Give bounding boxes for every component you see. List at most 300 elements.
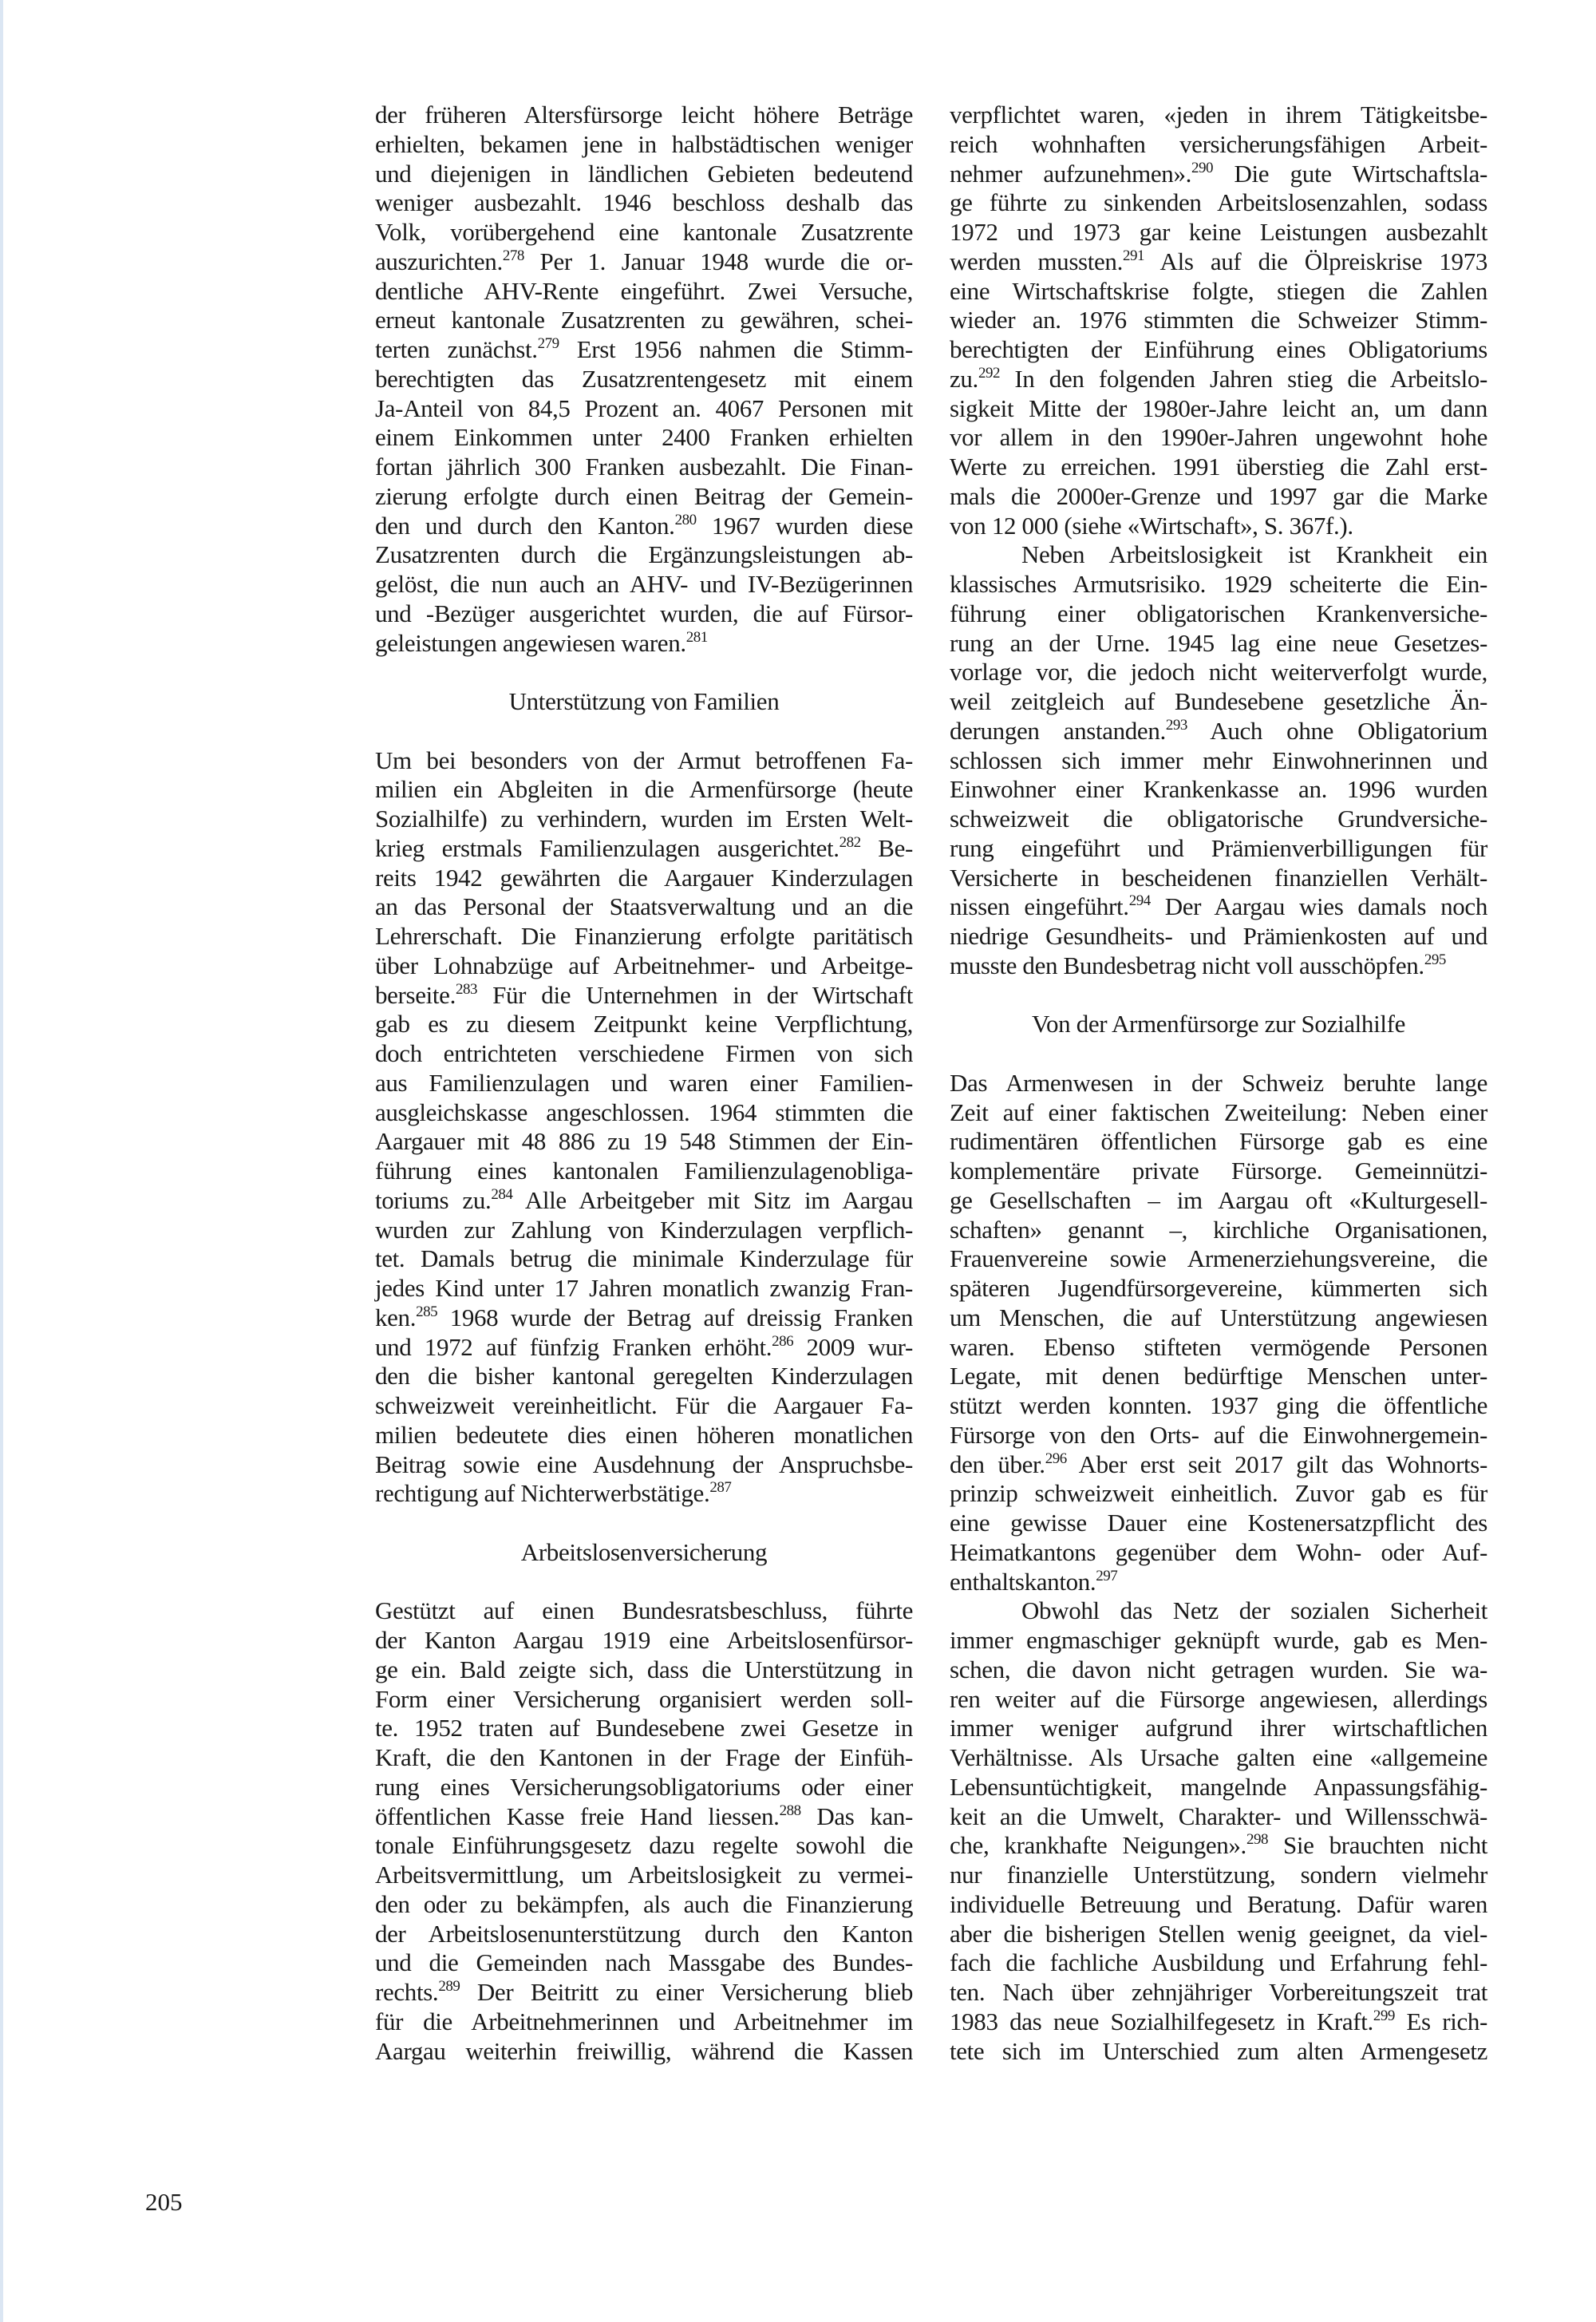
line-text: schweizweit vereinheitlicht. Für die Aargauer Fa-: [375, 1391, 913, 1419]
text-line: [950, 1861, 1487, 1890]
page-edge-line: [0, 0, 3, 2322]
line-text: der Arbeitslosenunterstützung durch den Kanton: [375, 1919, 913, 1948]
text-line: [375, 1655, 913, 1685]
text-line: [375, 1596, 913, 1626]
text-line: [375, 482, 913, 512]
line-text: prinzip schweizweit einheitlich. Zuvor gab es für: [950, 1479, 1487, 1508]
footnote-reference[interactable]: 293: [1165, 716, 1187, 734]
line-text: stützt werden konnten. 1937 ging die öffentliche: [950, 1391, 1487, 1419]
text-line: [375, 101, 913, 130]
line-text: den oder zu bekämpfen, als auch die Finanzierung: [375, 1889, 913, 1918]
text-line: [375, 540, 913, 570]
text-line: [375, 1127, 913, 1157]
line-text: Sie brauchten nicht: [1267, 1831, 1488, 1860]
text-line: [950, 1098, 1487, 1128]
text-line: [950, 306, 1487, 335]
blank-line: [375, 717, 913, 746]
line-text: Versicherte in bescheidenen finanziellen Verhält-: [950, 863, 1487, 892]
line-text: Frauenvereine sowie Armenerziehungsvereine, die: [950, 1244, 1487, 1273]
text-line: [375, 599, 913, 629]
text-line: [950, 1479, 1487, 1509]
text-line: [375, 512, 913, 541]
line-text: mals die 2000er-Grenze und 1997 gar die Marke: [950, 481, 1487, 510]
text-line: [375, 335, 913, 365]
line-text: Volk, vorübergehend eine kantonale Zusatzrente: [375, 218, 913, 246]
text-line: [375, 1831, 913, 1861]
line-text: enthaltskanton.: [950, 1567, 1096, 1596]
line-text: musste den Bundesbetrag nicht voll ausschöpfen.: [950, 951, 1424, 979]
line-text: der Kanton Aargau 1919 eine Arbeitslosenfürsor-: [375, 1626, 913, 1654]
line-text: rechtigung auf Nichterwerbstätige.: [375, 1479, 710, 1508]
text-line: [950, 570, 1487, 599]
line-text: keit an die Umwelt, Charakter- und Willensschwä-: [950, 1802, 1487, 1830]
line-text: milien ein Abgleiten in die Armenfürsorge (heute: [375, 775, 913, 804]
footnote-reference[interactable]: 279: [537, 335, 559, 352]
line-text: Die gute Wirtschaftsla-: [1213, 159, 1487, 188]
text-line: [375, 1098, 913, 1128]
line-text: Beitrag sowie eine Ausdehnung der Anspruchsbe-: [375, 1450, 913, 1478]
line-text: schweizweit die obligatorische Grundversiche-: [950, 805, 1487, 833]
text-line: [950, 1596, 1487, 1626]
text-line: [375, 188, 913, 218]
line-text: berseite.: [375, 980, 456, 1009]
text-line: [375, 1450, 913, 1480]
line-text: terten zunächst.: [375, 335, 538, 363]
line-text: nissen eingeführt.: [950, 892, 1129, 921]
line-text: Lehrerschaft. Die Finanzierung erfolgte paritätisch: [375, 922, 913, 950]
line-text: tete sich im Unterschied zum alten Armengesetz: [950, 2036, 1487, 2065]
line-text: berechtigten der Einführung eines Obligatoriums: [950, 335, 1487, 363]
left-text-column: [375, 101, 913, 2066]
line-text: Lebensuntüchtigkeit, mangelnde Anpassungsfähig-: [950, 1772, 1487, 1801]
text-line: [950, 1303, 1487, 1333]
text-line: [375, 365, 913, 394]
text-line: [375, 130, 913, 160]
text-line: [375, 1069, 913, 1098]
line-text: rung eines Versicherungsobligatoriums oder einer: [375, 1772, 913, 1801]
text-line: [950, 1450, 1487, 1480]
line-text: späteren Jugendfürsorgevereine, kümmerten sich: [950, 1274, 1487, 1302]
text-line: [375, 1890, 913, 1920]
footnote-reference[interactable]: 283: [456, 980, 477, 998]
line-text: Das kan-: [800, 1802, 913, 1830]
text-line: [375, 1216, 913, 1245]
line-text: den die bisher kantonal geregelten Kinderzulagen: [375, 1362, 913, 1390]
text-line: [375, 1362, 913, 1391]
line-text: individuelle Betreuung und Beratung. Dafür waren: [950, 1889, 1487, 1918]
line-text: Kraft, die den Kantonen in der Frage der Einfüh-: [375, 1743, 913, 1771]
line-text: 1968 wurde der Betrag auf dreissig Franken: [437, 1303, 913, 1331]
line-text: wurden zur Zahlung von Kinderzulagen verpflich-: [375, 1215, 913, 1244]
footnote-reference[interactable]: 284: [491, 1185, 513, 1203]
text-line: [375, 1333, 913, 1363]
page-number: 205: [145, 2188, 183, 2216]
line-text: Um bei besonders von der Armut betroffenen Fa-: [375, 746, 913, 774]
footnote-reference[interactable]: 286: [772, 1332, 794, 1350]
text-line: [950, 1655, 1487, 1685]
text-line: [950, 1802, 1487, 1832]
text-line: [375, 1773, 913, 1802]
section-heading: [950, 1010, 1487, 1039]
line-text: immer weniger aufgrund ihrer wirtschaftlichen: [950, 1714, 1487, 1742]
text-line: [950, 864, 1487, 893]
line-text: rung an der Urne. 1945 lag eine neue Gesetzes-: [950, 628, 1487, 657]
line-text: führung einer obligatorischen Krankenversiche-: [950, 599, 1487, 627]
footnote-reference[interactable]: 292: [978, 364, 1000, 382]
line-text: fortan jährlich 300 Franken ausbezahlt. Die Finan-: [375, 453, 913, 481]
text-line: [950, 1626, 1487, 1655]
footnote-reference[interactable]: 280: [674, 511, 697, 528]
line-text: Verhältnisse. Als Ursache galten eine «allgemeine: [950, 1743, 1487, 1771]
text-line: [375, 864, 913, 893]
text-line: [375, 1948, 913, 1978]
line-text: und -Bezüger ausgerichtet wurden, die auf Fürsor-: [375, 599, 913, 627]
line-text: führung eines kantonalen Familienzulagenobliga-: [375, 1157, 913, 1185]
text-line: [950, 512, 1487, 541]
line-text: nehmer aufzunehmen».: [950, 159, 1191, 188]
text-line: [950, 1948, 1487, 1978]
line-text: rung eingeführt und Prämienverbilligungen für: [950, 833, 1487, 862]
text-line: [950, 629, 1487, 659]
line-text: Das Armenwesen in der Schweiz beruhte lange: [950, 1068, 1487, 1097]
text-line: [375, 1157, 913, 1186]
text-line: [375, 1186, 913, 1216]
line-text: Ja-Anteil von 84,5 Prozent an. 4067 Personen mit: [375, 394, 913, 422]
line-text: fach die fachliche Ausbildung und Erfahrung fehl-: [950, 1948, 1487, 1977]
text-line: [950, 277, 1487, 307]
text-line: [950, 1127, 1487, 1157]
text-line: [950, 1186, 1487, 1216]
line-text: über Lohnabzüge auf Arbeitnehmer- und Arbeitge-: [375, 951, 913, 979]
line-text: und 1972 auf fünfzig Franken erhöht.: [375, 1332, 772, 1361]
line-text: rechts.: [375, 1978, 439, 2006]
text-line: [950, 1714, 1487, 1743]
line-text: In den folgenden Jahren stieg die Arbeitslo-: [999, 364, 1487, 393]
line-text: Zeit auf einer faktischen Zweiteilung: Neben einer: [950, 1098, 1487, 1126]
blank-line: [375, 658, 913, 687]
footnote-reference[interactable]: 299: [1373, 2007, 1395, 2024]
text-line: [950, 453, 1487, 482]
line-text: ren weiter auf die Fürsorge angewiesen, allerdings: [950, 1684, 1487, 1713]
blank-line: [375, 1568, 913, 1597]
line-text: Der Aargau wies damals noch: [1150, 892, 1487, 921]
line-text: derungen anstanden.: [950, 716, 1166, 745]
line-text: 2009 wur-: [793, 1332, 913, 1361]
footnote-reference[interactable]: 295: [1424, 951, 1446, 968]
line-text: Legate, mit denen bedürftige Menschen unter-: [950, 1362, 1487, 1390]
line-text: Von der Armenfürsorge zur Sozialhilfe: [1031, 1010, 1405, 1038]
text-line: [375, 805, 913, 834]
line-text: vor allem in den 1990er-Jahren ungewohnt hohe: [950, 423, 1487, 452]
line-text: aus Familienzulagen und waren einer Familien-: [375, 1068, 913, 1097]
footnote-reference[interactable]: 298: [1246, 1831, 1268, 1849]
line-text: an das Personal der Staatsverwaltung und an die: [375, 892, 913, 921]
line-text: ausgleichskasse angeschlossen. 1964 stimmten die: [375, 1098, 913, 1126]
line-text: von 12 000 (siehe «Wirtschaft», S. 367f.).: [950, 511, 1353, 540]
line-text: che, krankhafte Neigungen».: [950, 1831, 1246, 1860]
line-text: vorlage vor, die jedoch nicht weiterverfolgt wurde,: [950, 658, 1487, 686]
text-line: [375, 306, 913, 335]
line-text: schaften» genannt –, kirchliche Organisationen,: [950, 1215, 1487, 1244]
line-text: verpflichtet waren, «jeden in ihrem Tätigkeitsbe-: [950, 101, 1487, 129]
line-text: sigkeit Mitte der 1980er-Jahre leicht an, um dann: [950, 394, 1487, 422]
line-text: reich wohnhaften versicherungsfähigen Arbeit-: [950, 129, 1487, 158]
footnote-reference[interactable]: 294: [1128, 892, 1151, 910]
line-text: zierung erfolgte durch einen Beitrag der Gemein-: [375, 481, 913, 510]
text-line: [950, 1509, 1487, 1538]
text-line: [950, 1421, 1487, 1450]
text-line: [950, 394, 1487, 424]
line-text: zu.: [950, 364, 978, 393]
footnote-reference[interactable]: 288: [779, 1802, 801, 1819]
text-line: [375, 1743, 913, 1773]
footnote-reference[interactable]: 290: [1191, 159, 1213, 176]
text-line: [950, 1333, 1487, 1363]
text-line: [950, 892, 1487, 922]
line-text: Als auf die Ölpreiskrise 1973: [1144, 247, 1488, 275]
blank-line: [950, 1039, 1487, 1069]
line-text: rudimentären öffentlichen Fürsorge gab es eine: [950, 1127, 1487, 1156]
text-line: [375, 160, 913, 189]
text-line: [950, 101, 1487, 130]
text-line: [950, 1244, 1487, 1274]
text-line: [375, 951, 913, 981]
text-line: [375, 1244, 913, 1274]
line-text: waren. Ebenso stifteten vermögende Personen: [950, 1332, 1487, 1361]
text-line: [950, 1685, 1487, 1715]
text-line: [375, 746, 913, 776]
text-line: [375, 981, 913, 1011]
text-line: [950, 1773, 1487, 1802]
line-text: tonale Einführungsgesetz dazu regelte sowohl die: [375, 1831, 913, 1860]
line-text: dentliche AHV-Rente eingeführt. Zwei Versuche,: [375, 276, 913, 305]
line-text: Einwohner einer Krankenkasse an. 1996 wurden: [950, 775, 1487, 804]
text-line: [950, 1568, 1487, 1597]
text-line: [375, 394, 913, 424]
line-text: schen, die davon nicht getragen wurden. Sie wa-: [950, 1655, 1487, 1683]
line-text: den und durch den Kanton.: [375, 511, 675, 540]
text-line: [375, 1010, 913, 1039]
text-line: [375, 922, 913, 951]
text-line: [375, 834, 913, 864]
footnote-reference[interactable]: 278: [502, 247, 524, 264]
line-text: der früheren Altersfürsorge leicht höhere Beträge: [375, 101, 913, 129]
text-line: [950, 335, 1487, 365]
line-text: Gestützt auf einen Bundesratsbeschluss, führte: [375, 1596, 913, 1625]
line-text: geleistungen angewiesen waren.: [375, 628, 686, 657]
text-line: [950, 1362, 1487, 1391]
text-line: [950, 1157, 1487, 1186]
text-line: [950, 805, 1487, 834]
text-line: [375, 1039, 913, 1069]
text-line: [950, 423, 1487, 453]
footnote-reference[interactable]: 287: [709, 1479, 732, 1497]
text-line: [375, 453, 913, 482]
line-text: 1972 und 1973 gar keine Leistungen ausbezahlt: [950, 218, 1487, 246]
text-line: [375, 1421, 913, 1450]
text-line: [950, 1538, 1487, 1568]
line-text: einem Einkommen unter 2400 Franken erhielten: [375, 423, 913, 452]
footnote-reference[interactable]: 289: [438, 1978, 460, 1995]
line-text: Aber erst seit 2017 gilt das Wohnorts-: [1066, 1450, 1487, 1478]
line-text: Form einer Versicherung organisiert werden soll-: [375, 1684, 913, 1713]
line-text: und die Gemeinden nach Massgabe des Bundes-: [375, 1948, 913, 1977]
line-text: Arbeitsvermittlung, um Arbeitslosigkeit zu vermei-: [375, 1861, 913, 1889]
line-text: 1983 das neue Sozialhilfegesetz in Kraft.: [950, 2007, 1373, 2035]
text-line: [375, 218, 913, 247]
text-line: [375, 2008, 913, 2037]
text-line: [950, 775, 1487, 805]
line-text: berechtigten das Zusatzrentengesetz mit einem: [375, 364, 913, 393]
line-text: den über.: [950, 1450, 1045, 1478]
text-line: [375, 2037, 913, 2067]
footnote-reference[interactable]: 281: [685, 628, 708, 646]
footnote-reference[interactable]: 296: [1045, 1450, 1067, 1467]
text-line: [950, 130, 1487, 160]
line-text: Neben Arbeitslosigkeit ist Krankheit ein: [1021, 540, 1487, 569]
line-text: Be-: [860, 833, 914, 862]
text-line: [950, 2037, 1487, 2067]
line-text: immer engmaschiger geknüpft wurde, gab es Men-: [950, 1626, 1487, 1654]
line-text: komplementäre private Fürsorge. Gemeinnützi-: [950, 1157, 1487, 1185]
text-line: [950, 160, 1487, 189]
text-line: [375, 1714, 913, 1743]
text-line: [375, 1479, 913, 1509]
line-text: ken.: [375, 1303, 417, 1331]
text-line: [950, 247, 1487, 277]
text-line: [375, 1303, 913, 1333]
line-text: Auch ohne Obligatorium: [1187, 716, 1487, 745]
line-text: Per 1. Januar 1948 wurde die or-: [523, 247, 913, 275]
line-text: doch entrichteten verschiedene Firmen von sich: [375, 1039, 913, 1067]
text-line: [375, 570, 913, 599]
text-line: [950, 1831, 1487, 1861]
text-line: [375, 1861, 913, 1890]
right-text-column: [950, 101, 1487, 2066]
text-line: [950, 2008, 1487, 2037]
line-text: Der Beitritt zu einer Versicherung blieb: [460, 1978, 913, 2006]
text-line: [375, 1978, 913, 2008]
line-text: wieder an. 1976 stimmten die Schweizer Stimm-: [950, 306, 1487, 334]
text-line: [375, 775, 913, 805]
line-text: reits 1942 gewährten die Aargauer Kinderzulagen: [375, 863, 913, 892]
text-line: [375, 892, 913, 922]
text-line: [950, 746, 1487, 776]
text-line: [375, 247, 913, 277]
line-text: gab es zu diesem Zeitpunkt keine Verpflichtung,: [375, 1010, 913, 1038]
line-text: ge führte zu sinkenden Arbeitslosenzahlen, sodass: [950, 188, 1487, 217]
text-line: [950, 717, 1487, 746]
text-line: [950, 540, 1487, 570]
line-text: aber die bisherigen Stellen wenig geeignet, da viel-: [950, 1919, 1487, 1948]
line-text: erhielten, bekamen jene in halbstädtischen weniger: [375, 129, 913, 158]
line-text: te. 1952 traten auf Bundesebene zwei Gesetze in: [375, 1714, 913, 1742]
text-line: [950, 1069, 1487, 1098]
blank-line: [375, 1509, 913, 1538]
footnote-reference[interactable]: 297: [1096, 1567, 1118, 1584]
text-line: [950, 922, 1487, 951]
text-line: [950, 1743, 1487, 1773]
line-text: ge ein. Bald zeigte sich, dass die Unterstützung in: [375, 1655, 913, 1683]
line-text: nur finanzielle Unterstützung, sondern vielmehr: [950, 1861, 1487, 1889]
line-text: Aargauer mit 48 886 zu 19 548 Stimmen der Ein-: [375, 1127, 913, 1156]
text-line: [375, 1802, 913, 1832]
text-line: [375, 1685, 913, 1715]
line-text: ge Gesellschaften – im Aargau oft «Kulturgesell-: [950, 1185, 1487, 1214]
text-line: [950, 687, 1487, 717]
text-line: [950, 482, 1487, 512]
line-text: Unterstützung von Familien: [508, 687, 780, 715]
line-text: auszurichten.: [375, 247, 503, 275]
text-line: [950, 365, 1487, 394]
line-text: niedrige Gesundheits- und Prämienkosten auf und: [950, 922, 1487, 950]
line-text: und diejenigen in ländlichen Gebieten bedeutend: [375, 159, 913, 188]
line-text: Für die Unternehmen in der Wirtschaft: [477, 980, 913, 1009]
text-line: [950, 188, 1487, 218]
text-line: [950, 1920, 1487, 1949]
line-text: jedes Kind unter 17 Jahren monatlich zwanzig Fran-: [375, 1274, 913, 1302]
section-heading: [375, 687, 913, 717]
text-line: [950, 1274, 1487, 1303]
line-text: tet. Damals betrug die minimale Kinderzulage für: [375, 1244, 913, 1273]
text-line: [375, 1274, 913, 1303]
text-line: [950, 834, 1487, 864]
line-text: weil zeitgleich auf Bundesebene gesetzliche Än-: [950, 687, 1487, 715]
section-heading: [375, 1538, 913, 1568]
line-text: Alle Arbeitgeber mit Sitz im Aargau: [512, 1185, 914, 1214]
text-line: [375, 629, 913, 659]
text-line: [375, 1626, 913, 1655]
line-text: gelöst, die nun auch an AHV- und IV-Bezügerinnen: [375, 570, 913, 598]
text-line: [950, 658, 1487, 687]
line-text: eine gewisse Dauer eine Kostenersatzpflicht des: [950, 1509, 1487, 1537]
blank-line: [950, 981, 1487, 1011]
line-text: Erst 1956 nahmen die Stimm-: [559, 335, 913, 363]
line-text: ten. Nach über zehnjähriger Vorbereitungszeit trat: [950, 1978, 1487, 2006]
line-text: Werte zu erreichen. 1991 überstieg die Zahl erst-: [950, 453, 1487, 481]
line-text: werden mussten.: [950, 247, 1123, 275]
footnote-reference[interactable]: 282: [839, 833, 861, 851]
line-text: für die Arbeitnehmerinnen und Arbeitnehmer im: [375, 2007, 913, 2035]
text-line: [950, 1391, 1487, 1421]
footnote-reference[interactable]: 291: [1122, 247, 1144, 264]
line-text: Arbeitslosenversicherung: [520, 1537, 768, 1566]
line-text: Obwohl das Netz der sozialen Sicherheit: [1021, 1596, 1487, 1625]
text-line: [375, 1920, 913, 1949]
line-text: schlossen sich immer mehr Einwohnerinnen und: [950, 746, 1487, 774]
line-text: weniger ausbezahlt. 1946 beschloss deshalb das: [375, 188, 913, 217]
footnote-reference[interactable]: 285: [416, 1303, 438, 1320]
text-line: [375, 1391, 913, 1421]
line-text: erneut kantonale Zusatzrenten zu gewähren, schei-: [375, 306, 913, 334]
line-text: klassisches Armutsrisiko. 1929 scheiterte die Ein-: [950, 570, 1487, 598]
text-line: [950, 951, 1487, 981]
text-line: [950, 1890, 1487, 1920]
line-text: Es rich-: [1394, 2007, 1487, 2035]
text-line: [375, 277, 913, 307]
line-text: krieg erstmals Familienzulagen ausgerichtet.: [375, 833, 839, 862]
line-text: um Menschen, die auf Unterstützung angewiesen: [950, 1303, 1487, 1331]
line-text: 1967 wurden diese: [696, 511, 913, 540]
text-line: [950, 599, 1487, 629]
text-line: [950, 1216, 1487, 1245]
line-text: Heimatkantons gegenüber dem Wohn- oder Auf-: [950, 1537, 1487, 1566]
line-text: Aargau weiterhin freiwillig, während die Kassen: [375, 2036, 913, 2065]
line-text: eine Wirtschaftskrise folgte, stiegen die Zahlen: [950, 276, 1487, 305]
text-line: [375, 423, 913, 453]
line-text: Sozialhilfe) zu verhindern, wurden im Ersten Welt-: [375, 805, 913, 833]
text-line: [950, 218, 1487, 247]
